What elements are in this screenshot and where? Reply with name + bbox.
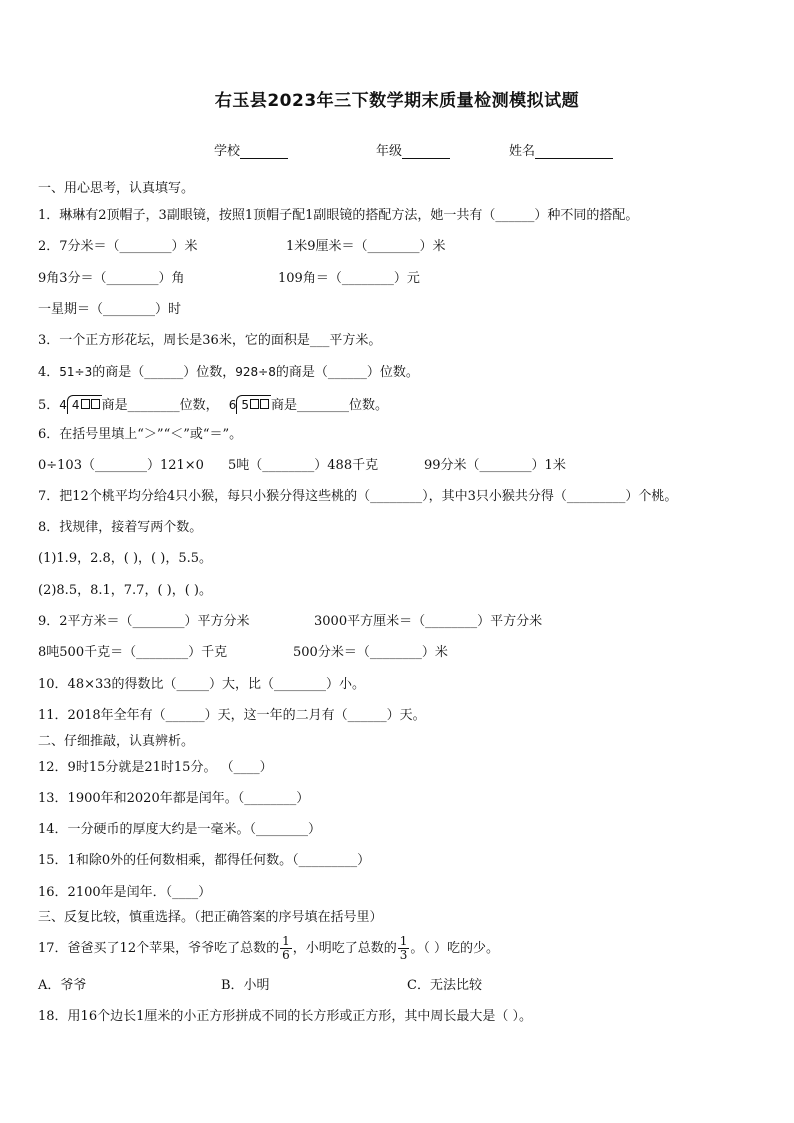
section-2-heading: 二、仔细推敲，认真辨析。 [38,734,195,749]
blank-box-icon [91,399,100,409]
section-3-heading: 三、反复比较，慎重选择。（把正确答案的序号填在括号里） [38,910,383,925]
question-6: 6．在括号里填上“＞”“＜”或“＝”。 [38,427,243,442]
grade-field[interactable] [376,140,450,159]
question-3: 3．一个正方形花坛，周长是36米，它的面积是___平方米。 [38,333,382,348]
expr-51-div-3: 51÷3 [59,365,93,379]
question-5: 5．4 4 商是________位数， 6 5 商是________位数。 [38,395,388,415]
question-12: 12．9时15分就是21时15分。 （____） [38,760,273,775]
question-6b: 5吨（________）488千克 [228,458,379,473]
page-title: 右玉县2023年三下数学期末质量检测模拟试题 [214,91,580,111]
expr-928-div-8: 928÷8 [235,365,276,379]
long-division-2: 6 5 [229,395,271,414]
question-6a: 0÷103（________）121×0 [38,458,204,473]
question-9d: 500分米＝（________）米 [293,645,448,660]
question-2e: 一星期＝（________）时 [38,302,182,317]
question-9a: 9．2平方米＝（________）平方分米 [38,614,250,629]
question-2b: 1米9厘米＝（________）米 [286,239,446,254]
name-label: 姓名 [509,144,536,159]
question-9c: 8吨500千克＝（________）千克 [38,645,228,660]
question-2a: 2．7分米＝（________）米 [38,239,198,254]
option-c[interactable]: C．无法比较 [407,978,482,993]
grade-label: 年级 [376,144,403,159]
option-a[interactable]: A．爷爷 [38,978,87,993]
question-8-2: (2)8.5，8.1，7.7，( )，( )。 [38,583,212,598]
question-14: 14．一分硬币的厚度大约是一毫米。（________） [38,822,322,837]
name-field[interactable] [509,140,613,159]
question-4: 4．51÷3的商是（______）位数，928÷8的商是（______）位数。 [38,365,419,380]
question-9b: 3000平方厘米＝（________）平方分米 [314,614,543,629]
question-8-1: (1)1.9，2.8，( )，( )，5.5。 [38,551,212,566]
fraction-one-sixth: $\frac{1}{6}$ [282,934,290,962]
blank-box-icon [81,399,90,409]
question-7: 7．把12个桃平均分给4只小猴，每只小猴分得这些桃的（________），其中3只小猴共分得（_________）个桃。 [38,489,678,504]
question-1: 1．琳琳有2顶帽子，3副眼镜，按照1顶帽子配1副眼镜的搭配方法，她一共有（______）种不同的搭配。 [38,208,639,223]
name-blank[interactable] [535,144,613,159]
blank-box-icon [250,399,259,409]
school-field[interactable] [214,140,288,159]
question-8: 8．找规律，接着写两个数。 [38,520,203,535]
question-13: 13．1900年和2020年都是闰年。（________） [38,791,310,806]
question-2d: 109角＝（________）元 [278,271,420,286]
question-18: 18．用16个边长1厘米的小正方形拼成不同的长方形或正方形，其中周长最大是（ ）。 [38,1009,532,1024]
long-division-1: 4 4 [59,395,101,414]
blank-box-icon [260,399,269,409]
school-label: 学校 [214,144,241,159]
section-1-heading: 一、用心思考，认真填写。 [38,181,195,196]
question-2c: 9角3分＝（________）角 [38,271,185,286]
question-16: 16．2100年是闰年．（____） [38,885,212,900]
fraction-one-third: $\frac{1}{3}$ [399,934,408,962]
question-11: 11．2018年全年有（______）天，这一年的二月有（______）天。 [38,708,426,723]
question-17: 17．爸爸买了12个苹果，爷爷吃了总数的 $\frac{1}{6}$ ，小明吃了总数的 $\frac{1}{3}$ 。（ ）吃的少。 [38,934,500,962]
option-b[interactable]: B．小明 [221,978,270,993]
school-blank[interactable] [240,144,288,159]
question-15: 15．1和除0外的任何数相乘，都得任何数。（_________） [38,853,371,868]
grade-blank[interactable] [402,144,450,159]
question-6c: 99分米（________）1米 [424,458,566,473]
question-10: 10．48×33的得数比（_____）大，比（________）小。 [38,677,366,692]
